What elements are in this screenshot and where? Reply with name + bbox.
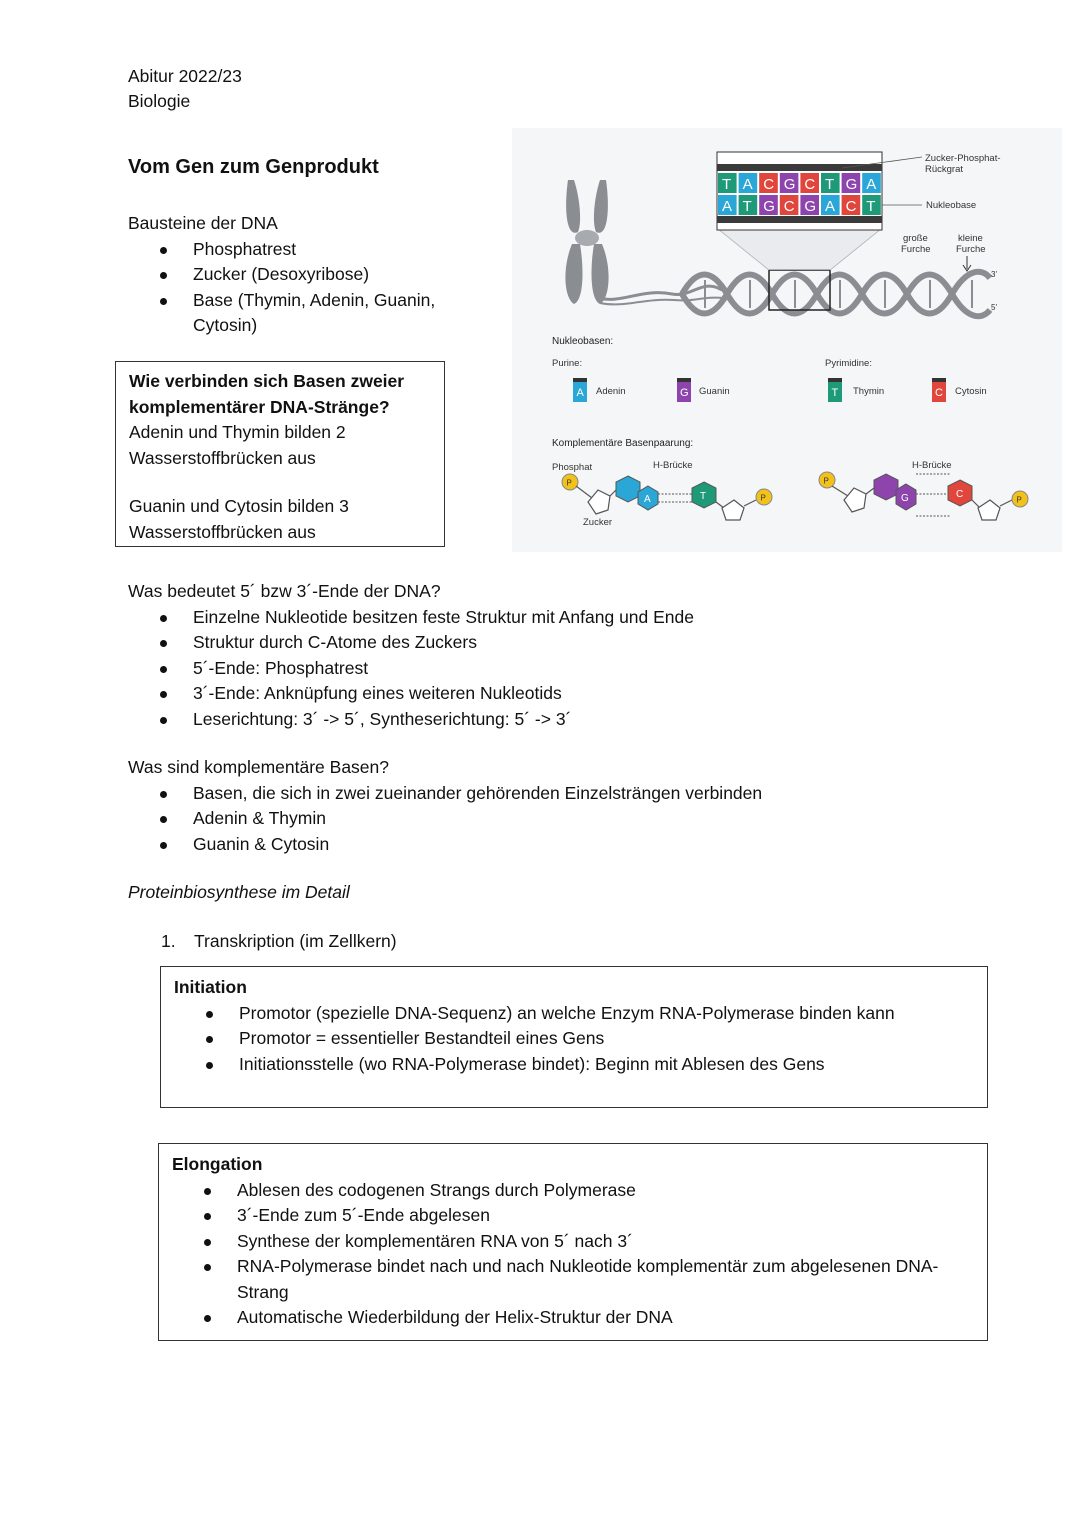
thymin-label: Thymin (853, 386, 885, 397)
base-letter: C (763, 176, 775, 193)
list-item: RNA-Polymerase bindet nach und nach Nukleotide komplementär zum abgelesenen DNA- (172, 1254, 977, 1280)
list-item: Struktur durch C-Atome des Zuckers (128, 630, 1028, 656)
adenin-label: Adenin (596, 386, 626, 397)
list-item: Leserichtung: 3´ -> 5´, Syntheserichtung: 5´ -> 3´ (128, 707, 1028, 733)
h-bond-label: H-Brücke (653, 460, 693, 471)
base-letter: T (742, 198, 752, 215)
basen-answer-line: Guanin und Cytosin bilden 3 (129, 496, 349, 516)
cytosin-label: Cytosin (955, 386, 987, 397)
chromosome-icon (565, 180, 608, 304)
list-item: Base (Thymin, Adenin, Guanin, (128, 288, 488, 314)
header-subject: Biologie (128, 91, 191, 111)
bausteine-heading: Bausteine der DNA (128, 213, 278, 233)
adenin-icon (573, 378, 587, 402)
nucleobases-heading: Nukleobasen: (552, 336, 614, 347)
minor-groove-label: Furche (956, 244, 986, 255)
list-item: 3´-Ende zum 5´-Ende abgelesen (172, 1203, 977, 1229)
initiation-box (160, 966, 988, 1108)
komplementaer-heading: Was sind komplementäre Basen? (128, 757, 390, 777)
base-letter: C (845, 198, 857, 215)
komplementaer-list (128, 781, 1028, 858)
major-groove-label: große (903, 233, 928, 244)
svg-text:P: P (1016, 495, 1022, 505)
svg-text:T: T (700, 491, 707, 502)
svg-text:P: P (823, 476, 829, 486)
header-year: Abitur 2022/23 (128, 66, 242, 86)
pyrimidines-heading: Pyrimidine: (825, 358, 872, 369)
list-item: Automatische Wiederbildung der Helix-Struktur der DNA (172, 1305, 977, 1331)
base-letter: C (804, 176, 816, 193)
gc-pair-icon (819, 472, 1028, 520)
page-title: Vom Gen zum Genprodukt (128, 156, 379, 178)
base-letter: A (866, 176, 877, 193)
base-letter: G (783, 176, 796, 193)
purines-heading: Purine: (552, 358, 583, 369)
svg-text:A: A (644, 494, 651, 505)
guanin-icon (677, 378, 691, 402)
elongation-title: Elongation (172, 1154, 263, 1174)
major-groove-label: Furche (901, 244, 931, 255)
svg-text:P: P (566, 478, 572, 488)
at-pair-icon (562, 474, 772, 520)
transkription-label: Transkription (im Zellkern) (194, 931, 397, 951)
thymin-icon (828, 378, 842, 402)
phosphate-label: Phosphat (552, 462, 593, 473)
base-letter: T (722, 176, 732, 193)
base-letter: T (825, 176, 835, 193)
list-item: Adenin & Thymin (128, 806, 1028, 832)
ende-list (128, 605, 1028, 733)
list-item: Promotor = essentieller Bestandteil eines Gens (174, 1026, 974, 1052)
list-item-continuation: Cytosin) (193, 315, 258, 335)
cytosin-icon (932, 378, 946, 402)
elongation-box (158, 1143, 988, 1341)
list-item: Einzelne Nukleotide besitzen feste Struktur mit Anfang und Ende (128, 605, 1028, 631)
elongation-list-tail (172, 1305, 977, 1331)
basen-info-box (115, 361, 445, 547)
base-letter: C (783, 198, 795, 215)
base-letter: A (825, 198, 836, 215)
end-5-label: 5' (991, 303, 997, 312)
svg-text:A: A (576, 387, 584, 399)
bausteine-section (128, 211, 488, 339)
svg-text:C: C (935, 387, 943, 399)
bausteine-list (128, 237, 488, 314)
end-3-label: 3' (991, 270, 997, 279)
protein-heading: Proteinbiosynthese im Detail (128, 882, 350, 902)
backbone-label: Rückgrat (925, 164, 964, 175)
list-item: Basen, die sich in zwei zueinander gehörenden Einzelsträngen verbinden (128, 781, 1028, 807)
svg-text:C: C (956, 489, 964, 500)
nucleobase-label: Nukleobase (926, 200, 977, 211)
list-item: Ablesen des codogenen Strangs durch Polymerase (172, 1178, 977, 1204)
backbone-label: Zucker-Phosphat- (925, 153, 1001, 164)
list-item-continuation: Strang (237, 1281, 289, 1302)
base-letter: G (804, 198, 817, 215)
list-item: Promotor (spezielle DNA-Sequenz) an welche Enzym RNA-Polymerase binden kann (174, 1001, 974, 1027)
base-letter: A (742, 176, 753, 193)
list-item: 3´-Ende: Anknüpfung eines weiteren Nukleotids (128, 681, 1028, 707)
basen-question-line: Wie verbinden sich Basen zweier (129, 371, 405, 391)
svg-text:G: G (680, 387, 689, 399)
dna-illustration (512, 128, 1062, 552)
minor-groove-label: kleine (958, 233, 983, 244)
base-pairing-heading: Komplementäre Basenpaarung: (552, 438, 694, 449)
h-bond-label: H-Brücke (912, 460, 952, 471)
elongation-list (172, 1178, 977, 1280)
svg-text:P: P (760, 493, 766, 503)
transkription-number: 1. (161, 931, 176, 951)
guanin-label: Guanin (699, 386, 730, 397)
svg-text:T: T (831, 387, 839, 399)
basen-answer-line: Wasserstoffbrücken aus (129, 521, 316, 542)
komplementaer-section (128, 755, 1028, 857)
base-letter: G (763, 198, 775, 215)
list-item: Zucker (Desoxyribose) (128, 262, 488, 288)
basen-answer-line: Wasserstoffbrücken aus (129, 447, 316, 468)
dna-figure (512, 128, 1062, 552)
basen-question-line: komplementärer DNA-Stränge? (129, 396, 390, 417)
base-letter: A (722, 198, 733, 215)
list-item: 5´-Ende: Phosphatrest (128, 656, 1028, 682)
list-item: Synthese der komplementären RNA von 5´ nach 3´ (172, 1229, 977, 1255)
sugar-label: Zucker (583, 517, 613, 528)
list-item: Initiationsstelle (wo RNA-Polymerase bindet): Beginn mit Ablesen des Gens (174, 1052, 974, 1078)
basen-answer-line: Adenin und Thymin bilden 2 (129, 422, 346, 442)
initiation-list (174, 1001, 974, 1078)
list-item: Phosphatrest (128, 237, 488, 263)
base-letter: T (866, 198, 876, 215)
base-letter: G (845, 176, 858, 193)
list-item: Guanin & Cytosin (128, 832, 1028, 858)
double-helix-icon (682, 272, 990, 316)
svg-text:G: G (901, 493, 909, 504)
initiation-title: Initiation (174, 977, 247, 997)
ende-heading: Was bedeutet 5´ bzw 3´-Ende der DNA? (128, 581, 441, 601)
ende-section (128, 579, 1028, 732)
